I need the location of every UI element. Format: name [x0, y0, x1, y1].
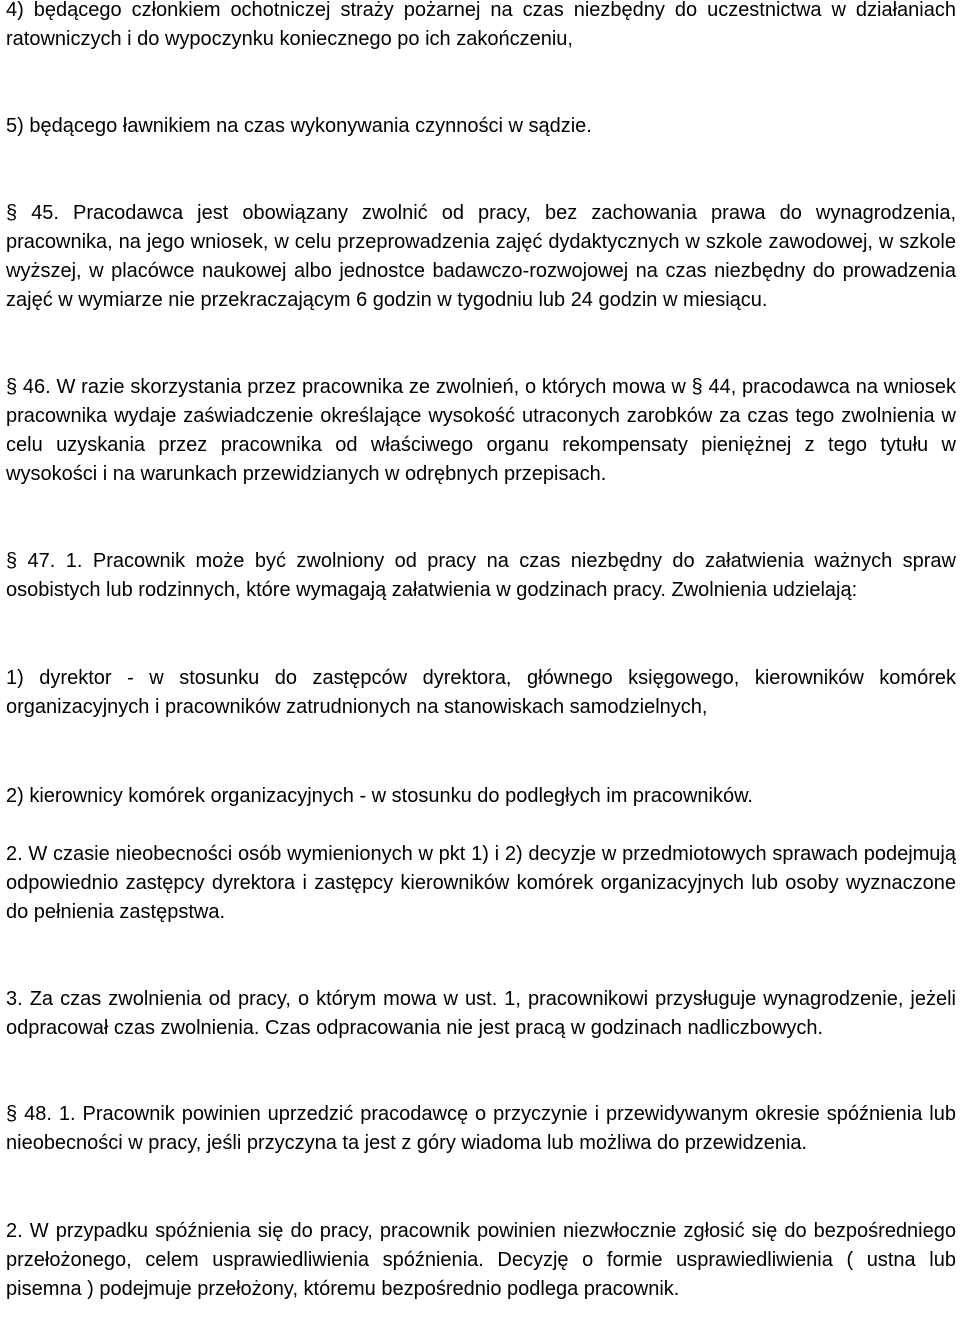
paragraph-item-5: 5) będącego ławnikiem na czas wykonywania czynności w sądzie.	[6, 115, 592, 137]
paragraph-section-47-3: 3. Za czas zwolnienia od pracy, o którym mowa w ust. 1, pracownikowi przysługuje wynagrodzenie, jeżeli odpracował czas zwolnienia. Czas odpracowania nie jest pracą w godzinach nadliczbowych.	[6, 988, 956, 1039]
paragraph-item-4: 4) będącego członkiem ochotniczej straży pożarnej na czas niezbędny do uczestnictwa w działaniach ratowniczych i do wypoczynku koniecznego po ich zakończeniu,	[6, 0, 956, 50]
paragraph-section-47-2: 2. W czasie nieobecności osób wymienionych w pkt 1) i 2) decyzje w przedmiotowych sprawach podejmują odpowiednio zastępcy dyrektora i zastępcy kierowników komórek organizacyjnych lub osoby wyznaczone do pełnienia zastępstwa.	[6, 843, 956, 923]
paragraph-section-48-1: § 48. 1. Pracownik powinien uprzedzić pracodawcę o przyczynie i przewidywanym okresie spóźnienia lub nieobecności w pracy, jeśli przyczyna ta jest z góry wiadoma lub możliwa do przewidzenia.	[6, 1103, 956, 1154]
paragraph-section-45: § 45. Pracodawca jest obowiązany zwolnić od pracy, bez zachowania prawa do wynagrodzenia, pracownika, na jego wniosek, w celu przeprowadzenia zajęć dydaktycznych w szkole zawodowej, w szkole wyższej, w placówce naukowej albo jednostce badawczo-rozwojowej na czas niezbędny do prowadzenia zajęć w wymiarze nie przekraczającym 6 godzin w tygodniu lub 24 godzin w miesiącu.	[6, 202, 956, 311]
paragraph-section-47-point-1: 1) dyrektor - w stosunku do zastępców dyrektora, głównego księgowego, kierowników komórek organizacyjnych i pracowników zatrudnionych na stanowiskach samodzielnych,	[6, 667, 956, 718]
paragraph-section-46: § 46. W razie skorzystania przez pracownika ze zwolnień, o których mowa w § 44, pracodawca na wniosek pracownika wydaje zaświadczenie określające wysokość utraconych zarobków za czas tego zwolnienia w celu uzyskania przez pracownika od właściwego organu rekompensaty pieniężnej z tego tytułu w wysokości i na warunkach przewidzianych w odrębnych przepisach.	[6, 376, 956, 485]
paragraph-section-47-1: § 47. 1. Pracownik może być zwolniony od pracy na czas niezbędny do załatwienia ważnych spraw osobistych lub rodzinnych, które wymagają załatwienia w godzinach pracy. Zwolnienia udzielają:	[6, 550, 956, 601]
paragraph-section-47-point-2: 2) kierownicy komórek organizacyjnych - w stosunku do podległych im pracowników.	[6, 785, 753, 807]
paragraph-section-48-2: 2. W przypadku spóźnienia się do pracy, pracownik powinien niezwłocznie zgłosić się do bezpośredniego przełożonego, celem usprawiedliwienia spóźnienia. Decyzję o formie usprawiedliwienia ( ustna lub pisemna ) podejmuje przełożony, któremu bezpośrednio podlega pracownik.	[6, 1220, 956, 1300]
